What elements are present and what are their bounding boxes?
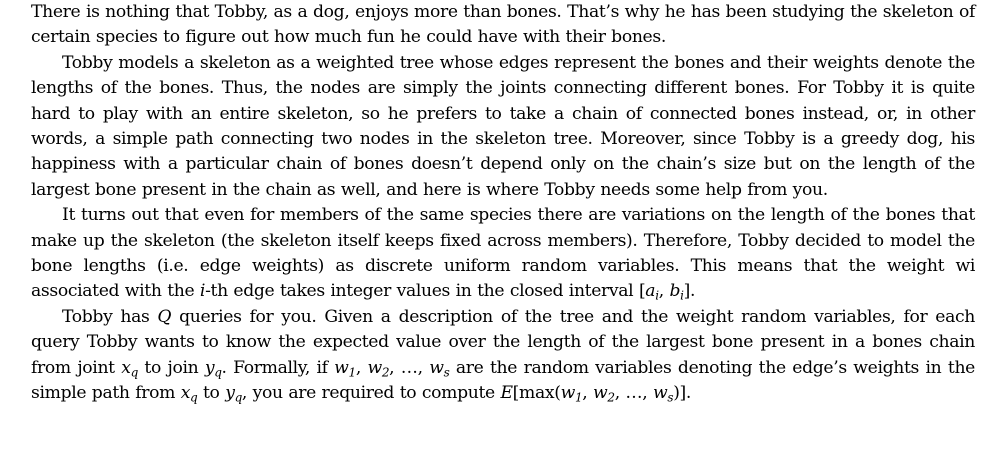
math-q	[157, 307, 171, 327]
queries-text-7: , you are required to compute	[241, 383, 501, 404]
queries-text-3: to join	[137, 357, 205, 378]
paragraph-intro-text: There is nothing that Tobby, as a dog, enjoys more than bones. That’s why he has been studying the skeleton of certain species to figure out how much fun he could have with their bones.	[31, 2, 976, 48]
math-wlist	[334, 358, 449, 378]
math-xq-text: $x_q$	[121, 357, 138, 380]
math-yq	[205, 358, 222, 378]
variations-text-after: .	[689, 281, 696, 302]
queries-text-6: to	[197, 383, 226, 404]
variations-text-before: It turns out that even for members of the same species there are variations on the length of the bones that make up the skeleton (the skeleton itself keeps fixed across members). Therefore, Tobby decided to model the bone lengths (i.e. edge weights) as discrete uniform random variables. This means that the weight wi associated with the	[31, 205, 975, 302]
queries-text-8: .	[685, 383, 692, 404]
math-wlist-text: $w_1$, $w_2$, …, $w_s$	[334, 357, 450, 380]
paragraph-queries	[31, 305, 975, 407]
queries-text-4: . Formally, if	[221, 357, 335, 378]
math-expectation	[500, 383, 685, 403]
math-xq-2	[181, 383, 198, 403]
math-yq-text: $y_q$	[204, 357, 222, 380]
paragraph-variations	[31, 203, 975, 305]
math-interval-text: [$a_i$, $b_i$]	[638, 281, 690, 304]
paragraph-model	[31, 51, 975, 203]
math-i-text: i	[199, 281, 206, 302]
queries-text-5: are the random variables denoting the edge’s weights in the simple path from	[31, 357, 975, 404]
paragraph-model-text: Tobby models a skeleton as a weighted tree whose edges represent the bones and their weights denote the lengths of the bones. Thus, the nodes are simply the joints connecting different bones. For Tobby it is quite hard to play with an entire skeleton, so he prefers to take a chain of connected bones instead, or, in other words, a simple path connecting two nodes in the skeleton tree. Moreover, since Tobby is a greedy dog, his happiness with a particular chain of bones doesn’t depend only on the chain’s size but on the length of the largest bone present in the chain as well, and here is where Tobby needs some help from you.	[31, 52, 975, 200]
queries-text-2: queries for you. Given a description of the tree and the weight random variables, for each query Tobby wants to know the expected value over the length of the largest bone present in a bones chain from joint	[31, 306, 975, 378]
variations-text-middle: -th edge takes integer values in the closed interval	[205, 281, 639, 302]
math-xq	[121, 358, 138, 378]
math-yq-2-text: $y_q$	[225, 383, 242, 405]
paragraph-intro	[31, 0, 975, 51]
math-yq-2	[225, 383, 242, 403]
queries-text-1: Tobby has	[62, 306, 158, 327]
math-q-text: Q	[157, 306, 172, 327]
math-interval	[638, 281, 690, 304]
math-xq-2-text: $x_q$	[180, 383, 198, 405]
problem-statement	[31, 0, 975, 407]
math-expectation-text: $E[\max(w_1$, $w_2$, …, $w_s$)]	[500, 383, 686, 405]
